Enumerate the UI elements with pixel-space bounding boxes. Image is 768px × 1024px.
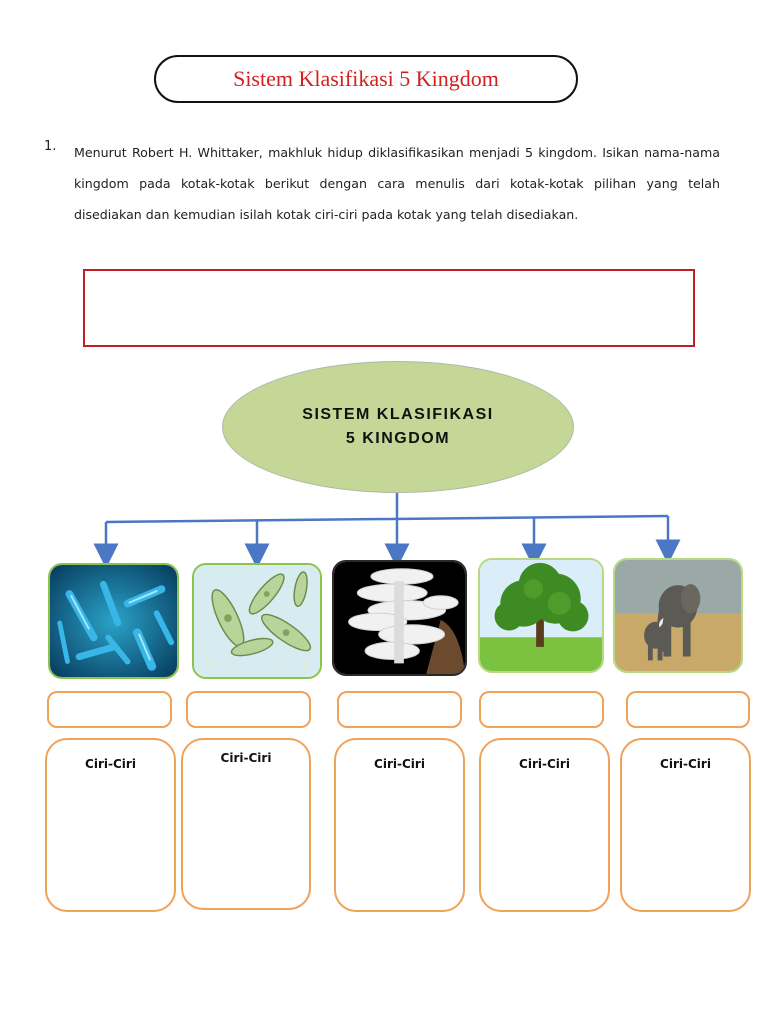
- kingdom-name-box-4[interactable]: [479, 691, 604, 728]
- question-number: 1.: [44, 139, 57, 154]
- bacteria-image: [48, 563, 179, 679]
- elephant-image: [613, 558, 743, 673]
- question-text: Menurut Robert H. Whittaker, makhluk hidup diklasifikasikan menjadi 5 kingdom. Isikan nama-nama kingdom pada kotak-kotak berikut dengan cara menulis dari kotak-kotak pilihan yang telah disediakan dan kemudian isilah kotak ciri-ciri pada kotak yang telah disediakan.: [74, 145, 720, 222]
- protist-image: [192, 563, 322, 679]
- connector-horizontal: [106, 516, 668, 522]
- ciri-label-1: Ciri-Ciri: [85, 757, 136, 771]
- ciri-box-5[interactable]: [620, 738, 751, 912]
- ciri-box-2[interactable]: [181, 738, 311, 910]
- ciri-label-5: Ciri-Ciri: [660, 757, 711, 771]
- ciri-box-4[interactable]: [479, 738, 610, 912]
- kingdom-name-box-5[interactable]: [626, 691, 750, 728]
- ciri-box-1[interactable]: [45, 738, 176, 912]
- ciri-box-3[interactable]: [334, 738, 465, 912]
- kingdom-name-box-2[interactable]: [186, 691, 311, 728]
- center-ellipse: [222, 361, 574, 493]
- ciri-label-4: Ciri-Ciri: [519, 757, 570, 771]
- mushroom-image: [332, 560, 467, 676]
- ciri-label-2: Ciri-Ciri: [220, 751, 272, 765]
- kingdom-name-box-3[interactable]: [337, 691, 462, 728]
- page-title: Sistem Klasifikasi 5 Kingdom: [233, 66, 499, 91]
- kingdom-name-box-1[interactable]: [47, 691, 172, 728]
- center-title-line1: SISTEM KLASIFIKASI: [302, 406, 494, 423]
- tree-image: [478, 558, 604, 673]
- ciri-label-3: Ciri-Ciri: [374, 757, 425, 771]
- center-title-line2: 5 KINGDOM: [345, 430, 451, 447]
